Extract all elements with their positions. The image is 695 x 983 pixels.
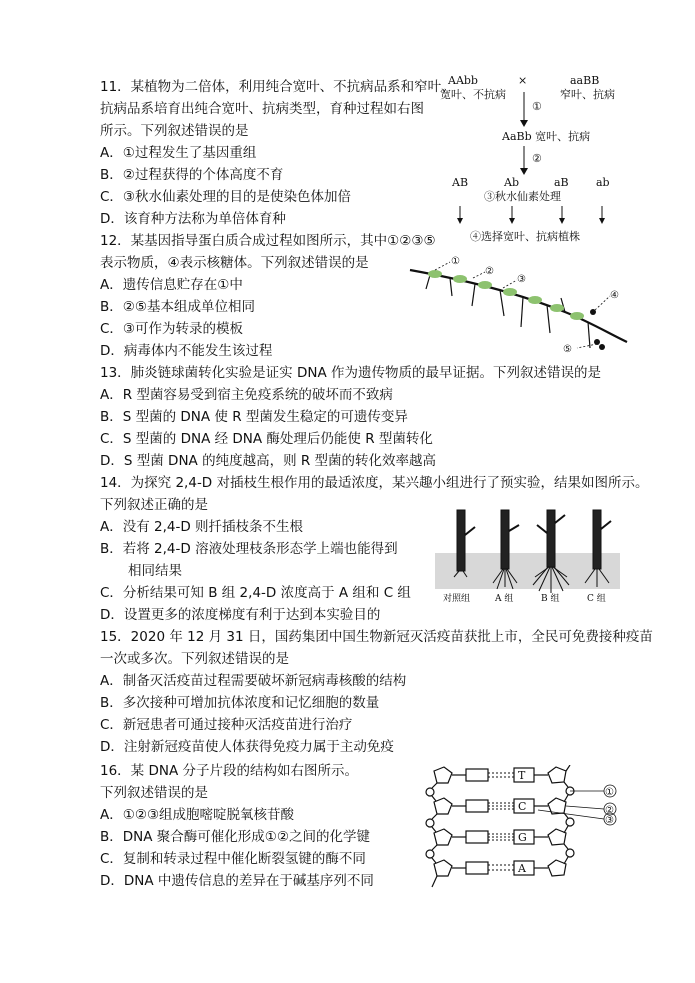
q12-option-c: C．③可作为转录的模板 (100, 321, 244, 337)
label-control: 对照组 (443, 594, 471, 604)
q12-stem-line-1: 12．某基因指导蛋白质合成过程如图所示，其中①②③⑤ (100, 233, 436, 249)
label-group-c: C 组 (587, 594, 606, 604)
f1-label: AaBb 宽叶、抗病 (502, 130, 591, 143)
left-bases (466, 769, 488, 874)
step-3-arrows (457, 206, 605, 224)
q11-option-c: C．③秋水仙素处理的目的是使染色体加倍 (100, 189, 352, 205)
q16-stem-line-2: 下列叙述错误的是 (100, 785, 208, 801)
base-c: C (518, 800, 527, 813)
parent2-genotype: aaBB (570, 74, 600, 87)
q12-option-a: A．遗传信息贮存在①中 (100, 277, 243, 293)
label-3: ③ (605, 815, 614, 826)
q14-option-b: B．若将 2,4-D 溶液处理枝条形态学上端也能得到 (100, 541, 398, 557)
polypeptide-chains (426, 275, 590, 348)
base-a: A (518, 862, 526, 875)
q14-option-b-cont: 相同结果 (128, 563, 182, 579)
label-4: ④ (610, 290, 619, 301)
q15-option-b: B．多次接种可增加抗体浓度和记忆细胞的数量 (100, 695, 380, 711)
q11-stem-line-1: 11．某植物为二倍体，利用纯合宽叶、不抗病品系和窄叶、 (100, 79, 455, 95)
q16-stem-line-1: 16．某 DNA 分子片段的结构如右图所示。 (100, 763, 358, 779)
label-1: ① (605, 787, 614, 798)
q14-option-c: C．分析结果可知 B 组 2,4-D 浓度高于 A 组和 C 组 (100, 585, 411, 601)
step-3-label: ③秋水仙素处理 (484, 190, 561, 203)
q16-option-b: B．DNA 聚合酶可催化形成①②之间的化学键 (100, 829, 370, 845)
right-bases (514, 768, 534, 875)
label-5: ⑤ (563, 344, 572, 355)
q11-option-b: B．②过程获得的个体高度不育 (100, 167, 284, 183)
q14-stem-line-2: 下列叙述正确的是 (100, 497, 208, 513)
q14-stem-line-1: 14．为探究 2,4-D 对插枝生根作用的最适浓度，某兴趣小组进行了预实验，结果如图所示。 (100, 475, 649, 491)
label-2: ② (605, 805, 614, 816)
q15-option-a: A．制备灭活疫苗过程需要破坏新冠病毒核酸的结构 (100, 673, 407, 689)
right-backbone (534, 765, 574, 876)
translation-diagram (405, 250, 635, 360)
q16-option-a: A．①②③组成胞嘧啶脱氧核苷酸 (100, 807, 295, 823)
q13-option-b: B．S 型菌的 DNA 使 R 型菌发生稳定的可遗传变异 (100, 409, 408, 425)
q13-option-c: C．S 型菌的 DNA 经 DNA 酶处理后仍能使 R 型菌转化 (100, 431, 433, 447)
q15-option-d: D．注射新冠疫苗使人体获得免疫力属于主动免疫 (100, 739, 394, 755)
q16-option-c: C．复制和转录过程中催化断裂氢键的酶不同 (100, 851, 366, 867)
label-2: ② (485, 266, 494, 277)
parent1-phenotype: 宽叶、不抗病 (440, 88, 506, 101)
left-backbone (426, 767, 466, 887)
breeding-diagram (440, 70, 640, 245)
label-3: ③ (517, 274, 526, 285)
step-1-label: ① (532, 100, 542, 113)
q15-stem-line-1: 15．2020 年 12 月 31 日，国药集团中国生物新冠灭活疫苗获批上市，全民可免费接种疫苗 (100, 629, 653, 645)
parent2-phenotype: 窄叶、抗病 (560, 88, 615, 101)
q13-option-d: D．S 型菌 DNA 的纯度越高，则 R 型菌的转化效率越高 (100, 453, 437, 469)
q16-option-d: D．DNA 中遗传信息的差异在于碱基序列不同 (100, 873, 374, 889)
step-4-label: ④选择宽叶、抗病植株 (470, 230, 580, 243)
parent1-genotype: AAbb (448, 74, 478, 87)
step-2-label: ② (532, 152, 542, 165)
q12-option-b: B．②⑤基本组成单位相同 (100, 299, 255, 315)
base-t: T (518, 769, 526, 782)
dna-structure-diagram (420, 765, 625, 895)
q14-option-a: A．没有 2,4-D 则扦插枝条不生根 (100, 519, 304, 535)
q12-option-d: D．病毒体内不能发生该过程 (100, 343, 273, 359)
label-1: ① (451, 256, 460, 267)
q11-option-a: A．①过程发生了基因重组 (100, 145, 257, 161)
q11-option-d: D．该育种方法称为单倍体育种 (100, 211, 286, 227)
label-group-b: B 组 (541, 594, 560, 604)
q12-stem-line-2: 表示物质，④表示核糖体。下列叙述错误的是 (100, 255, 369, 271)
q13-option-a: A．R 型菌容易受到宿主免疫系统的破坏而不致病 (100, 387, 393, 403)
cross-symbol: × (518, 74, 528, 87)
q14-option-d: D．设置更多的浓度梯度有利于达到本实验目的 (100, 607, 381, 623)
gamete-ab-upper: AB (452, 176, 469, 189)
q15-stem-line-2: 一次或多次。下列叙述错误的是 (100, 651, 289, 667)
q13-stem: 13．肺炎链球菌转化实验是证实 DNA 作为遗传物质的最早证据。下列叙述错误的是 (100, 365, 601, 381)
gamete-ab-lower: ab (596, 176, 610, 189)
label-group-a: A 组 (495, 594, 514, 604)
arrow-1-head (520, 120, 528, 127)
base-g: G (518, 831, 527, 844)
q11-stem-line-3: 所示。下列叙述错误的是 (100, 123, 249, 139)
q11-stem-line-2: 抗病品系培育出纯合宽叶、抗病类型，育种过程如右图 (100, 101, 424, 117)
arrow-2-head (520, 168, 528, 175)
gamete-ab-mixed-1: Ab (504, 176, 519, 189)
q15-option-c: C．新冠患者可通过接种灭活疫苗进行治疗 (100, 717, 353, 733)
gamete-ab-mixed-2: aB (554, 176, 569, 189)
hydrogen-bonds (488, 773, 514, 870)
cutting-rooting-diagram (435, 505, 620, 605)
